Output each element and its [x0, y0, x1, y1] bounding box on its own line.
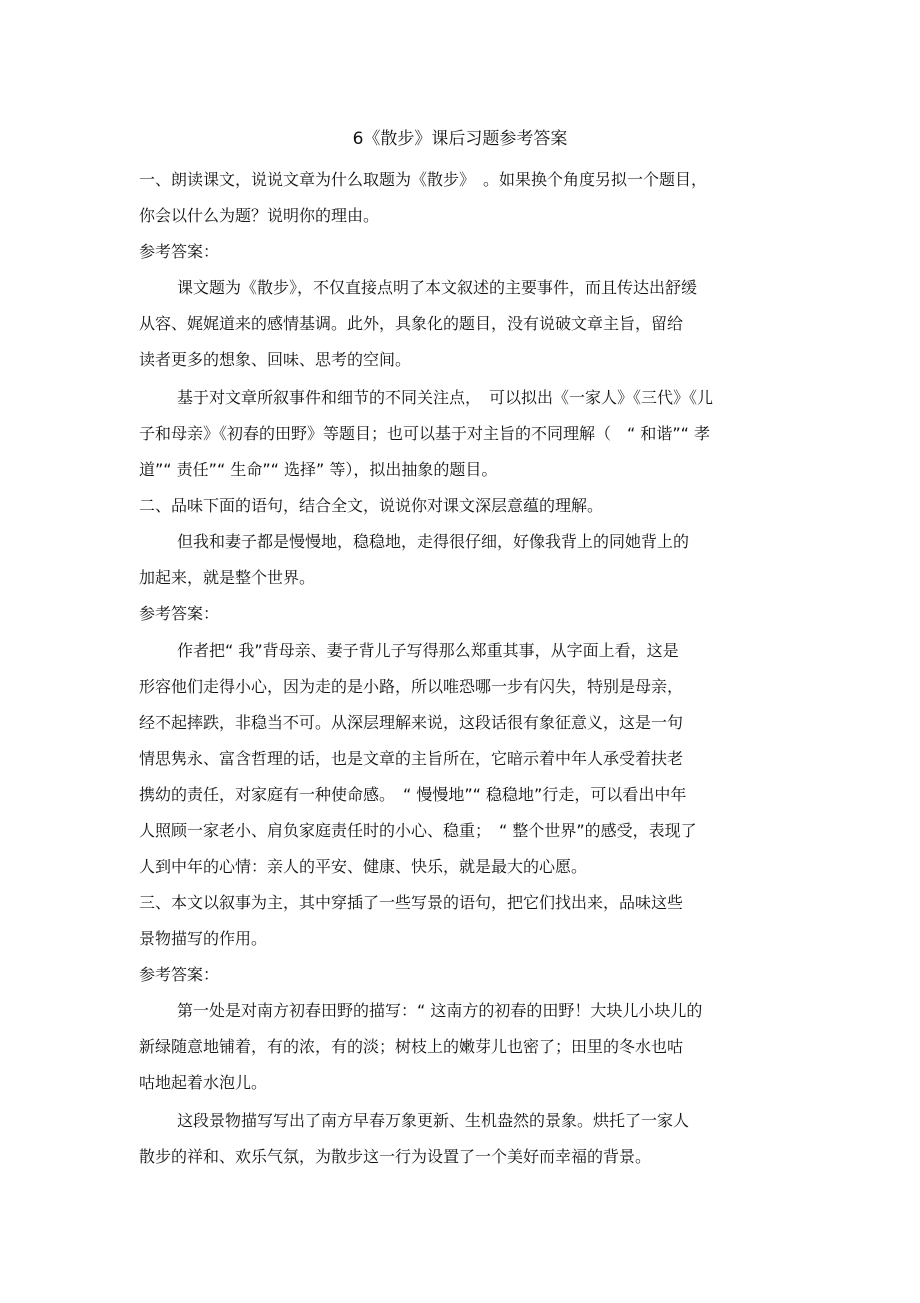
answer-3-para-2-line-2: 散步的祥和、欢乐气氛，为散步这一行为设置了一个美好而幸福的背景。: [139, 1147, 652, 1166]
answer-label-2: 参考答案：: [139, 604, 220, 623]
question-1-line-2: 你会以什么为题？说明你的理由。: [139, 206, 380, 225]
question-3-line-2: 景物描写的作用。: [139, 929, 268, 948]
document-title: 6《散步》课后习题参考答案: [352, 129, 568, 149]
answer-label-1: 参考答案：: [139, 242, 220, 261]
question-2-line-1: 二、品味下面的语句，结合全文，说说你对课文深层意蕴的理解。: [139, 496, 604, 515]
question-3-line-1: 三、本文以叙事为主，其中穿插了一些写景的语句，把它们找出来，品味这些: [139, 893, 684, 912]
answer-3-para-2-line-1: 这段景物描写写出了南方早春万象更新、生机盎然的景象。烘托了一家人: [177, 1111, 690, 1130]
answer-1-para-2-line-1: 基于对文章所叙事件和细节的不同关注点， 可以拟出《一家人》《三代》《儿: [177, 388, 714, 407]
answer-2-line-6: 人照顾一家老小、肩负家庭责任时的小心、稳重； “ 整个世界”的感受，表现了: [139, 821, 697, 840]
answer-3-para-1-line-3: 咕地起着水泡儿。: [139, 1073, 268, 1092]
question-1-line-1: 一、朗读课文，说说文章为什么取题为《散步》 。如果换个角度另拟一个题目，: [139, 170, 708, 189]
answer-2-line-3: 经不起摔跌，非稳当不可。从深层理解来说，这段话很有象征意义，这是一句: [139, 713, 684, 732]
answer-3-para-1-line-2: 新绿随意地铺着，有的浓，有的淡；树枝上的嫩芽儿也密了；田里的冬水也咕: [139, 1037, 684, 1056]
answer-2-line-2: 形容他们走得小心，因为走的是小路，所以唯恐哪一步有闪失，特别是母亲，: [139, 677, 684, 696]
answer-1-para-2-line-2: 子和母亲》《初春的田野》等题目；也可以基于对主旨的不同理解（ “ 和谐”“ 孝: [139, 424, 711, 443]
answer-2-line-1: 作者把“ 我”背母亲、妻子背儿子写得那么郑重其事，从字面上看，这是: [177, 641, 679, 660]
quote-line-2: 加起来，就是整个世界。: [139, 568, 316, 587]
quote-line-1: 但我和妻子都是慢慢地，稳稳地，走得很仔细，好像我背上的同她背上的: [177, 532, 690, 551]
answer-2-line-4: 情思隽永、富含哲理的话，也是文章的主旨所在，它暗示着中年人承受着扶老: [139, 749, 684, 768]
answer-1-para-1-line-2: 从容、娓娓道来的感情基调。此外，具象化的题目，没有说破文章主旨，留给: [139, 314, 684, 333]
answer-2-line-7: 人到中年的心情：亲人的平安、健康、快乐，就是最大的心愿。: [139, 857, 588, 876]
answer-label-3: 参考答案：: [139, 965, 220, 984]
answer-1-para-1-line-1: 课文题为《散步》，不仅直接点明了本文叙述的主要事件，而且传达出舒缓: [177, 278, 698, 297]
answer-3-para-1-line-1: 第一处是对南方初春田野的描写：“ 这南方的初春的田野！大块儿小块儿的: [177, 1001, 703, 1020]
answer-2-line-5: 携幼的责任，对家庭有一种使命感。 “ 慢慢地”“ 稳稳地”行走，可以看出中年: [139, 785, 687, 804]
answer-1-para-1-line-3: 读者更多的想象、回味、思考的空间。: [139, 350, 412, 369]
answer-1-para-2-line-3: 道”“ 责任”“ 生命”“ 选择” 等），拟出抽象的题目。: [139, 460, 498, 479]
